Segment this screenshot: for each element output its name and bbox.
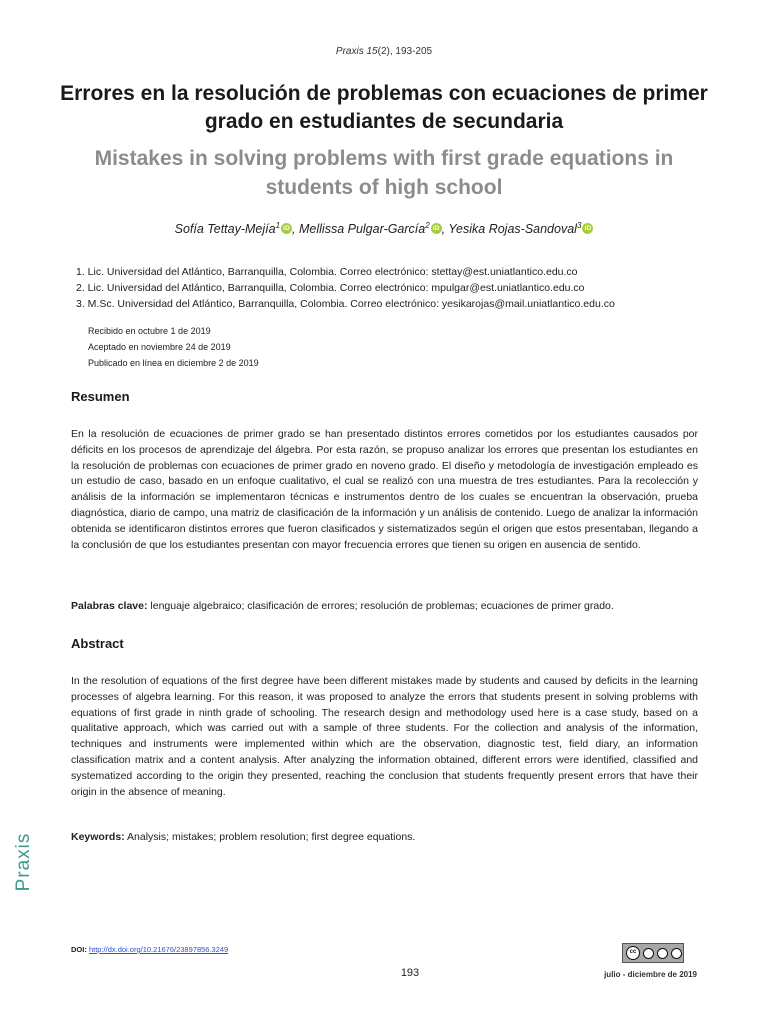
author: Yesika Rojas-Sandoval$^3$ iD — [448, 222, 593, 236]
resumen-text: En la resolución de ecuaciones de primer grado se han presentado distintos errores cometidos por los estudiantes causados por déficits en los procesos de aprendizaje del álgebra. Por esta razón, se propuso analizar los errores que presentan los estudiantes en la resolución de problemas con ecuaciones de primer grado en noveno grado. El diseño y metodología de investigación empleado es un estudio de caso, basado en un enfoque cualitativo, el cual se realizó con una muestra de tres estudiantes. Para la recolección y análisis de la información se implementaron técnicas e instrumentos dentro de los cuales se encuentran la observación, prueba diagnóstica, diario de campo, una matriz de clasificación de la información y un análisis de contenido. Luego de analizar la información obtenida se identificaron distintos errores que fueron clasificados y sistematizados según el origen que estos presentaban, llegando a la conclusión de que los estudiantes presentan con mayor frecuencia errores que tienen su origen en ausencia de sentido. — [71, 428, 698, 551]
affiliation: 3. M.Sc. Universidad del Atlántico, Barranquilla, Colombia. Correo electrónico: yesikarojas@mail.uniatlantico.edu.co — [76, 298, 615, 310]
abstract-text: In the resolution of equations of the first degree have been different mistakes made by students and caused by deficits in the learning processes of algebra learning. For this reason, it was proposed to analyze the errors that students present in solving problems with equations of first grade in ninth grade of schooling. The research design and methodology used here is a case study, based on a qualitative approach, which was carried out with a sample of three students. For the collection and analysis of the information, techniques and instruments were implemented within which are the observation, diagnostic test, field diary, an information classification matrix and a content analysis. After analyzing the information obtained, different errors were identified, classified and systematized according to the origin they presented, reaching the conclusion that students frequently present errors that have their origin in the absence of meaning. — [71, 675, 698, 798]
author: Mellissa Pulgar-García$^2$ iD , — [299, 221, 449, 237]
date-received: Recibido en octubre 1 de 2019 — [88, 326, 211, 336]
cc-icon: cc — [626, 946, 640, 960]
palabras-clave: Palabras clave: lenguaje algebraico; clasificación de errores; resolución de problemas; ecuaciones de primer grado. — [71, 600, 614, 612]
journal-reference: Praxis 15(2), 193-205 — [335, 46, 433, 57]
affiliation: 2. Lic. Universidad del Atlántico, Barranquilla, Colombia. Correo electrónico: mpulgar@est.uniatlantico.edu.co — [76, 282, 585, 294]
orcid-icon[interactable]: iD — [582, 223, 593, 234]
title-spanish: Errores en la resolución de problemas con ecuaciones de primer grado en estudiantes de secundaria — [60, 82, 708, 133]
journal-side-logo: Praxis — [13, 832, 34, 892]
orcid-icon[interactable]: iD — [281, 223, 292, 234]
affiliation: 1. Lic. Universidad del Atlántico, Barranquilla, Colombia. Correo electrónico: stettay@est.uniatlantico.edu.co — [76, 266, 578, 278]
affiliation-list — [76, 264, 716, 312]
abstract-heading: Abstract — [71, 636, 124, 651]
author-list — [0, 221, 768, 236]
title-english: Mistakes in solving problems with first grade equations in students of high school — [94, 147, 674, 199]
orcid-icon[interactable]: iD — [431, 223, 442, 234]
by-icon — [643, 948, 654, 959]
page-number: 193 — [400, 967, 420, 979]
submission-dates — [88, 323, 259, 371]
author: Sofía Tettay-Mejía$^1$ iD , — [174, 221, 299, 237]
resumen-heading: Resumen — [71, 389, 130, 404]
sa-icon — [671, 948, 682, 959]
creative-commons-license-icon[interactable] — [622, 943, 684, 963]
date-accepted: Aceptado en noviembre 24 de 2019 — [88, 342, 231, 352]
nc-icon — [657, 948, 668, 959]
keywords: Keywords: Analysis; mistakes; problem resolution; first degree equations. — [71, 831, 416, 843]
doi-line: DOI: http://dx.doi.org/10.21676/23897856.3249 — [71, 945, 229, 954]
issue-date: julio - diciembre de 2019 — [604, 970, 697, 979]
date-published: Publicado en línea en diciembre 2 de 2019 — [88, 358, 259, 368]
doi-link[interactable]: http://dx.doi.org/10.21676/23897856.3249 — [88, 945, 229, 954]
